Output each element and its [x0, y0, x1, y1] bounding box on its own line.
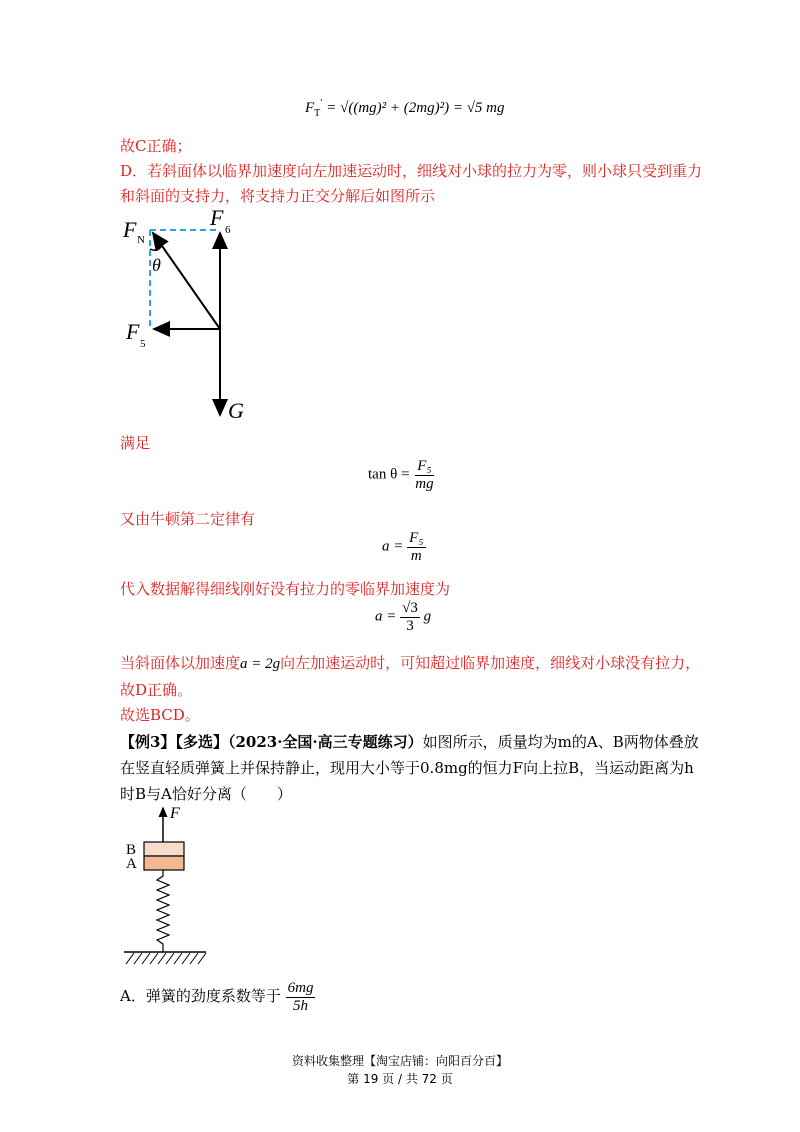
- eq2-den: mg: [415, 475, 434, 492]
- paragraph-c-correct: 故C正确；: [120, 137, 192, 155]
- eq1-rhs: = √((mg)² + (2mg)²) = √5 mg: [326, 100, 505, 116]
- option-a-num: 6mg: [287, 980, 314, 996]
- spring-diagram: [120, 800, 220, 970]
- label-f6: F: [210, 205, 224, 230]
- paragraph-substitute: 代入数据解得细线刚好没有拉力的零临界加速度为: [120, 580, 451, 598]
- block-b: [144, 842, 184, 856]
- example3-line2: 在竖直轻质弹簧上并保持静止，现用大小等于0.8mg的恒力F向上拉B，当运动距离为h: [120, 759, 694, 777]
- eq2-lhs: tan θ =: [368, 466, 410, 483]
- eq4-den: 3: [406, 617, 414, 634]
- paragraph-satisfy: 满足: [120, 434, 151, 452]
- paragraph-d-line1: D．若斜面体以临界加速度向左加速运动时，细线对小球的拉力为零，则小球只受到重力: [120, 162, 703, 180]
- eq4-num: √3: [402, 600, 418, 616]
- eq3-den: m: [410, 547, 422, 564]
- paragraph-newton: 又由牛顿第二定律有: [120, 510, 256, 528]
- example-tag: 【例3】: [120, 733, 176, 751]
- equation-tan: [368, 458, 436, 492]
- option-a-label: A．弹簧的劲度系数等于: [120, 987, 281, 1005]
- label-fn: F: [123, 217, 137, 242]
- eq1-prime: ′: [320, 98, 323, 109]
- equation-critical-a: [375, 600, 431, 634]
- eq1-lhs: F: [305, 100, 315, 116]
- source-tag: （2023·全国·高三专题练习）: [227, 733, 423, 751]
- eq3-num: F₅: [409, 530, 424, 546]
- label-a: A: [126, 856, 137, 872]
- option-a: [120, 980, 315, 1014]
- footer-page-number: 第 19 页 / 共 72 页: [347, 1072, 453, 1086]
- paragraph-answer: 故选BCD。: [120, 706, 200, 724]
- p6-equation: a = 2g: [240, 656, 281, 672]
- paragraph-d-correct: 故D正确。: [120, 681, 193, 699]
- label-f6-sub: 6: [225, 224, 231, 236]
- eq4-lhs: a =: [375, 608, 397, 625]
- eq2-fraction: [413, 458, 435, 492]
- label-f5: F: [126, 319, 140, 344]
- p6-part2: 向左加速运动时，可知超过临界加速度，细线对小球没有拉力，: [280, 654, 701, 672]
- label-fn-sub: N: [137, 234, 145, 246]
- paragraph-d-line2: 和斜面的支持力，将支持力正交分解后如图所示: [120, 187, 436, 205]
- paragraph-accel-2g: [120, 652, 700, 673]
- force-diagram: [118, 205, 268, 425]
- example3-text1: 如图所示，质量均为m的A、B两物体叠放: [422, 733, 699, 751]
- equation-ft: [305, 98, 505, 119]
- multi-select-tag: 【多选】: [175, 733, 228, 751]
- footer-source: 资料收集整理【淘宝店铺：向阳百分百】: [291, 1054, 508, 1068]
- block-a: [144, 856, 184, 870]
- eq4-fraction: [400, 600, 420, 634]
- option-a-den: 5h: [293, 997, 309, 1014]
- label-b: B: [126, 842, 137, 858]
- option-a-fraction: [286, 980, 316, 1014]
- equation-a: [382, 530, 426, 564]
- label-theta: θ: [152, 255, 161, 275]
- example3-line1: [120, 731, 699, 752]
- ground-hatch: [126, 953, 206, 964]
- label-f: F: [170, 805, 180, 822]
- label-f5-sub: 5: [140, 338, 146, 350]
- eq3-fraction: [407, 530, 425, 564]
- eq1-sub: T: [314, 108, 321, 119]
- eq4-tail: g: [423, 608, 432, 625]
- arrow-fn: [153, 233, 220, 329]
- label-g: G: [228, 398, 244, 423]
- eq2-num: F₅: [417, 458, 432, 474]
- eq3-lhs: a =: [382, 538, 404, 555]
- angle-arc: [150, 245, 162, 250]
- p6-part1: 当斜面体以加速度: [120, 654, 241, 672]
- example3-line3: 时B与A恰好分离（ ）: [120, 785, 292, 803]
- spring: [157, 870, 169, 952]
